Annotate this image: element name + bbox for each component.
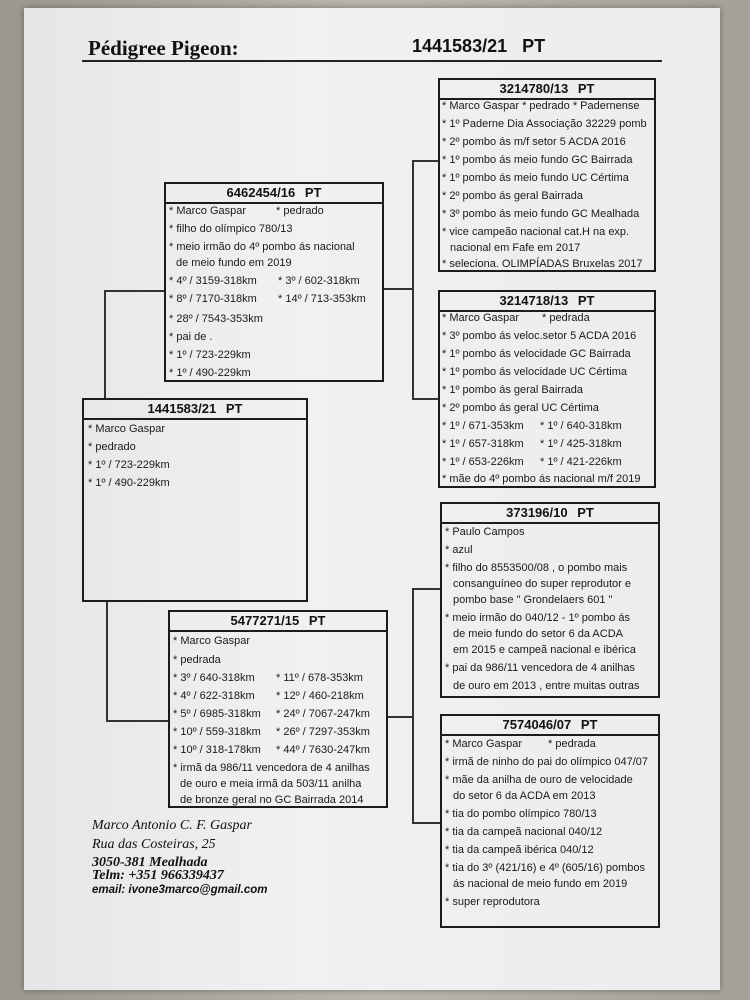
country-code: PT — [304, 185, 322, 200]
connector — [412, 588, 440, 590]
info-line: * 1º / 723-229km — [88, 459, 170, 471]
info-line: * 1º / 490-229km — [88, 477, 170, 489]
info-line: ás nacional de meio fundo em 2019 — [453, 878, 628, 890]
ring-number: 373196/10 — [506, 505, 568, 520]
box-header — [170, 612, 386, 632]
info-line: * 3º / 640-318km — [173, 672, 255, 684]
info-line: * 1º Paderne Dia Associação 32229 pomb — [442, 118, 647, 130]
info-line: * 1º / 657-318km — [442, 438, 524, 450]
sire-dam-box — [438, 290, 656, 488]
ring-number: 7574046/07 — [502, 717, 572, 732]
info-line: * 4º / 3159-318km — [169, 275, 257, 287]
info-line: * pedrada — [173, 654, 221, 666]
connector — [412, 822, 440, 824]
dam-dam-box — [440, 714, 660, 928]
info-line: * 44º / 7630-247km — [276, 744, 370, 756]
box-header — [442, 504, 658, 524]
info-line: * pedrada — [542, 312, 590, 324]
ring-number: 6462454/16 — [226, 185, 296, 200]
page-ring-number — [412, 36, 545, 57]
country-code: PT — [577, 505, 594, 520]
country-code: PT — [577, 293, 595, 308]
info-line: * meio irmão do 4º pombo ás nacional — [169, 241, 355, 253]
connector — [412, 398, 438, 400]
info-line: * 10º / 559-318km — [173, 726, 261, 738]
info-line: de meio fundo do setor 6 da ACDA — [453, 628, 623, 640]
owner-email: email: ivone3marco@gmail.com — [92, 884, 268, 896]
info-line: * mãe do 4º pombo ás nacional m/f 2019 — [442, 473, 641, 485]
owner-name: Marco Antonio C. F. Gaspar — [92, 818, 252, 833]
connector — [106, 720, 168, 722]
box-header — [84, 400, 306, 420]
info-line: * irmã da 986/11 vencedora de 4 anilhas — [173, 762, 370, 774]
connector — [104, 290, 164, 292]
country-code: PT — [580, 717, 598, 732]
box-header — [440, 80, 654, 100]
info-line: * 26º / 7297-353km — [276, 726, 370, 738]
info-line: * 1º / 723-229km — [169, 349, 251, 361]
info-line: * 1º / 640-318km — [540, 420, 622, 432]
info-line: * Marco Gaspar — [169, 205, 247, 217]
country-code: PT — [308, 613, 326, 628]
box-header — [440, 292, 654, 312]
info-line: * 1º / 421-226km — [540, 456, 622, 468]
info-line: * 1º / 425-318km — [540, 438, 622, 450]
info-line: * 4º / 622-318km — [173, 690, 255, 702]
info-line: * 1º pombo ás velocidade UC Cértima — [442, 366, 627, 378]
info-line: * pedrado — [88, 441, 136, 453]
info-line: * 28º / 7543-353km — [169, 313, 263, 325]
info-line: * Marco Gaspar — [442, 312, 520, 324]
info-line: * 1º / 671-353km — [442, 420, 524, 432]
info-line: * pai da 986/11 vencedora de 4 anilhas — [445, 662, 635, 674]
sire-sire-box — [438, 78, 656, 272]
info-line: * 24º / 7067-247km — [276, 708, 370, 720]
info-line: * 2º pombo ás geral Bairrada — [442, 190, 583, 202]
country-code: PT — [522, 36, 546, 56]
info-line: * 11º / 678-353km — [276, 672, 363, 684]
info-line: * Paulo Campos — [445, 526, 525, 538]
country-code: PT — [577, 81, 595, 96]
info-line: consanguíneo do super reprodutor e — [453, 578, 631, 590]
info-line: * 1º pombo ás geral Bairrada — [442, 384, 583, 396]
dam-sire-box — [440, 502, 660, 698]
ring-number: 5477271/15 — [230, 613, 300, 628]
info-line: pombo base " Grondelaers 601 " — [453, 594, 613, 606]
box-header — [442, 716, 658, 736]
owner-city: 3050-381 Mealhada — [92, 855, 208, 870]
header-rule — [82, 60, 662, 62]
ring-number: 3214718/13 — [499, 293, 569, 308]
info-line: * tia do pombo olímpico 780/13 — [445, 808, 597, 820]
info-line: * 1º / 490-229km — [169, 367, 251, 379]
info-line: * filho do olímpico 780/13 — [169, 223, 293, 235]
page-title: Pédigree Pigeon: — [88, 36, 239, 60]
info-line: * irmã de ninho do pai do olímpico 047/07 — [445, 756, 649, 768]
info-line: de ouro e meia irmã da 503/11 anilha — [180, 778, 362, 790]
info-line: * 3º pombo ás veloc.setor 5 ACDA 2016 — [442, 330, 637, 342]
info-line: * filho do 8553500/08 , o pombo mais — [445, 562, 628, 574]
owner-street: Rua das Costeiras, 25 — [92, 837, 216, 852]
subject-box — [82, 398, 308, 602]
info-line: * 3º / 602-318km — [278, 275, 360, 287]
info-line: * pedrada — [548, 738, 596, 750]
connector — [412, 160, 438, 162]
info-line: * 10º / 318-178km — [173, 744, 261, 756]
connector — [388, 716, 414, 718]
info-line: * 12º / 460-218km — [276, 690, 364, 702]
info-line: * Marco Gaspar * pedrado * Padernense — [442, 100, 640, 112]
info-line: em 2015 e campeã nacional e ibérica — [453, 644, 636, 656]
info-line: * mãe da anilha de ouro de velocidade — [445, 774, 633, 786]
info-line: * 14º / 713-353km — [278, 293, 366, 305]
owner-phone: Telm: +351 966339437 — [92, 868, 224, 883]
connector — [106, 600, 108, 722]
connector — [412, 160, 414, 400]
info-line: * pedrado — [276, 205, 324, 217]
sire-box — [164, 182, 384, 382]
connector — [412, 588, 414, 824]
info-line: de meio fundo em 2019 — [176, 257, 292, 269]
info-line: * seleciona. OLIMPÍADAS Bruxelas 2017 — [442, 258, 643, 270]
connector — [384, 288, 414, 290]
info-line: * meio irmão do 040/12 - 1º pombo ás — [445, 612, 631, 624]
info-line: * tia do 3º (421/16) e 4º (605/16) pombos — [445, 862, 646, 874]
info-line: * 8º / 7170-318km — [169, 293, 257, 305]
info-line: * tia da campeã nacional 040/12 — [445, 826, 603, 838]
info-line: * super reprodutora — [445, 896, 540, 908]
info-line: do setor 6 da ACDA em 2013 — [453, 790, 596, 802]
info-line: * vice campeão nacional cat.H na exp. — [442, 226, 630, 238]
ring-number: 1441583/21 — [412, 36, 508, 56]
ring-number: 1441583/21 — [147, 401, 217, 416]
dam-box — [168, 610, 388, 808]
info-line: * 2º pombo ás geral UC Cértima — [442, 402, 599, 414]
info-line: * pai de . — [169, 331, 213, 343]
ring-number: 3214780/13 — [499, 81, 569, 96]
info-line: * 1º pombo ás velocidade GC Bairrada — [442, 348, 631, 360]
info-line: * 1º pombo ás meio fundo GC Bairrada — [442, 154, 633, 166]
connector — [104, 290, 106, 400]
info-line: * 5º / 6985-318km — [173, 708, 261, 720]
info-line: * Marco Gaspar — [88, 423, 166, 435]
info-line: * azul — [445, 544, 473, 556]
info-line: * 2º pombo ás m/f setor 5 ACDA 2016 — [442, 136, 626, 148]
info-line: nacional em Fafe em 2017 — [450, 242, 581, 254]
info-line: * 1º / 653-226km — [442, 456, 524, 468]
info-line: de ouro em 2013 , entre muitas outras — [453, 680, 640, 692]
info-line: de bronze geral no GC Bairrada 2014 — [180, 794, 364, 806]
info-line: * 1º pombo ás meio fundo UC Cértima — [442, 172, 629, 184]
info-line: * 3º pombo ás meio fundo GC Mealhada — [442, 208, 640, 220]
info-line: * tia da campeã ibérica 040/12 — [445, 844, 594, 856]
country-code: PT — [225, 401, 243, 416]
box-header — [166, 184, 382, 204]
info-line: * Marco Gaspar — [445, 738, 523, 750]
info-line: * Marco Gaspar — [173, 635, 251, 647]
